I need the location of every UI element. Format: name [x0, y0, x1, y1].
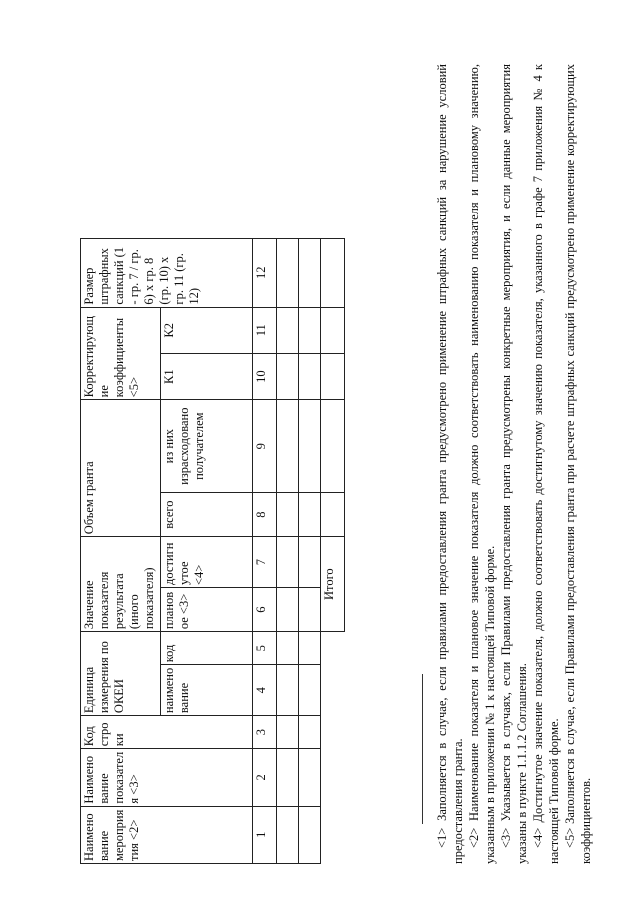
header-penalty: Размер штрафных санкций (1 - гр. 7 / гр. 6) x гр. 8 (гр. 10) x гр. 11 (гр. 12) — [81, 239, 253, 308]
col-number: 8 — [253, 493, 277, 537]
header-row-code: Код строки — [81, 716, 253, 749]
table-cell — [299, 716, 321, 749]
header-indicator: Наименование показателя <3> — [81, 749, 253, 806]
table-cell — [277, 632, 299, 665]
table-cell — [299, 588, 321, 632]
table-cell — [299, 665, 321, 716]
table-cell — [277, 716, 299, 749]
header-value-plan: плановое <3> — [161, 588, 253, 632]
footnote-4: <4> Достигнутое значение показателя, должно соответствовать достигнутому значению показателя, указанного в графе 7 приложения № 4 к настоящей Типовой форме. — [531, 64, 561, 864]
col-number: 10 — [253, 353, 277, 399]
total-label: Итого — [321, 537, 345, 632]
table-cell — [321, 307, 345, 353]
table-cell — [321, 239, 345, 308]
header-unit: Единица измерения по ОКЕИ — [81, 632, 161, 716]
table-cell — [299, 353, 321, 399]
col-number: 12 — [253, 239, 277, 308]
table-cell — [299, 493, 321, 537]
table-cell — [321, 493, 345, 537]
table-cell — [277, 493, 299, 537]
header-unit-code: код — [161, 632, 253, 665]
header-value-fact: достигнутое <4> — [161, 537, 253, 588]
footnote-5: <5> Заполняется в случае, если Правилами предоставления гранта при расчете штрафных санкций предусмотрено применение корректирующих коэффициентов. — [563, 64, 593, 864]
table-cell — [277, 806, 299, 863]
table-cell — [299, 239, 321, 308]
column-numbers-row — [253, 239, 277, 864]
header-grant-total: всего — [161, 493, 253, 537]
footnote-3: <3> Указывается в случаях, если Правилами предоставления гранта предусмотрены конкретные мероприятия, и если данные мероприятия указаны в пункте 1.1.1.2 Соглашения. — [499, 64, 529, 864]
table-cell — [299, 632, 321, 665]
penalty-table-wrapper — [80, 238, 420, 864]
header-grant-spent: из них израсходовано получателем — [161, 400, 253, 493]
footnote-separator — [422, 64, 434, 864]
col-number: 6 — [253, 588, 277, 632]
col-number: 5 — [253, 632, 277, 665]
col-number: 11 — [253, 307, 277, 353]
table-cell — [277, 665, 299, 716]
table-cell — [277, 588, 299, 632]
table-row — [277, 239, 299, 864]
footnote-1: <1> Заполняется в случае, если правилами предоставления гранта предусмотрено применение штрафных санкций за нарушение условий предоставления гранта. — [435, 64, 465, 864]
col-number: 9 — [253, 400, 277, 493]
table-cell — [299, 400, 321, 493]
col-number: 3 — [253, 716, 277, 749]
total-spacer — [321, 632, 345, 864]
header-activity: Наименование мероприятия <2> — [81, 806, 253, 863]
table-cell — [299, 749, 321, 806]
table-cell — [321, 400, 345, 493]
col-number: 4 — [253, 665, 277, 716]
header-value: Значение показателя результата (иного показателя) — [81, 537, 161, 632]
penalty-table — [80, 238, 345, 864]
table-cell — [299, 806, 321, 863]
col-number: 1 — [253, 806, 277, 863]
total-row — [321, 239, 345, 864]
col-number: 2 — [253, 749, 277, 806]
table-cell — [299, 307, 321, 353]
table-cell — [277, 749, 299, 806]
header-unit-name: наименование — [161, 665, 253, 716]
footnote-2: <2> Наименование показателя и плановое значение показателя должно соответствовать наименованию показателя и плановому значению, указанным в приложении № 1 к настоящей Типовой форме. — [467, 64, 497, 864]
header-k1: К1 — [161, 353, 253, 399]
footnotes — [422, 64, 592, 864]
rotated-content — [40, 12, 600, 892]
col-number: 7 — [253, 537, 277, 588]
table-cell — [277, 537, 299, 588]
table-cell — [299, 537, 321, 588]
table-cell — [321, 353, 345, 399]
table-cell — [277, 307, 299, 353]
header-k2: К2 — [161, 307, 253, 353]
header-coefficients: Корректирующие коэффициенты <5> — [81, 307, 161, 400]
table-cell — [277, 353, 299, 399]
table-cell — [277, 400, 299, 493]
table-cell — [277, 239, 299, 308]
header-grant: Объем гранта — [81, 400, 161, 537]
table-row — [299, 239, 321, 864]
